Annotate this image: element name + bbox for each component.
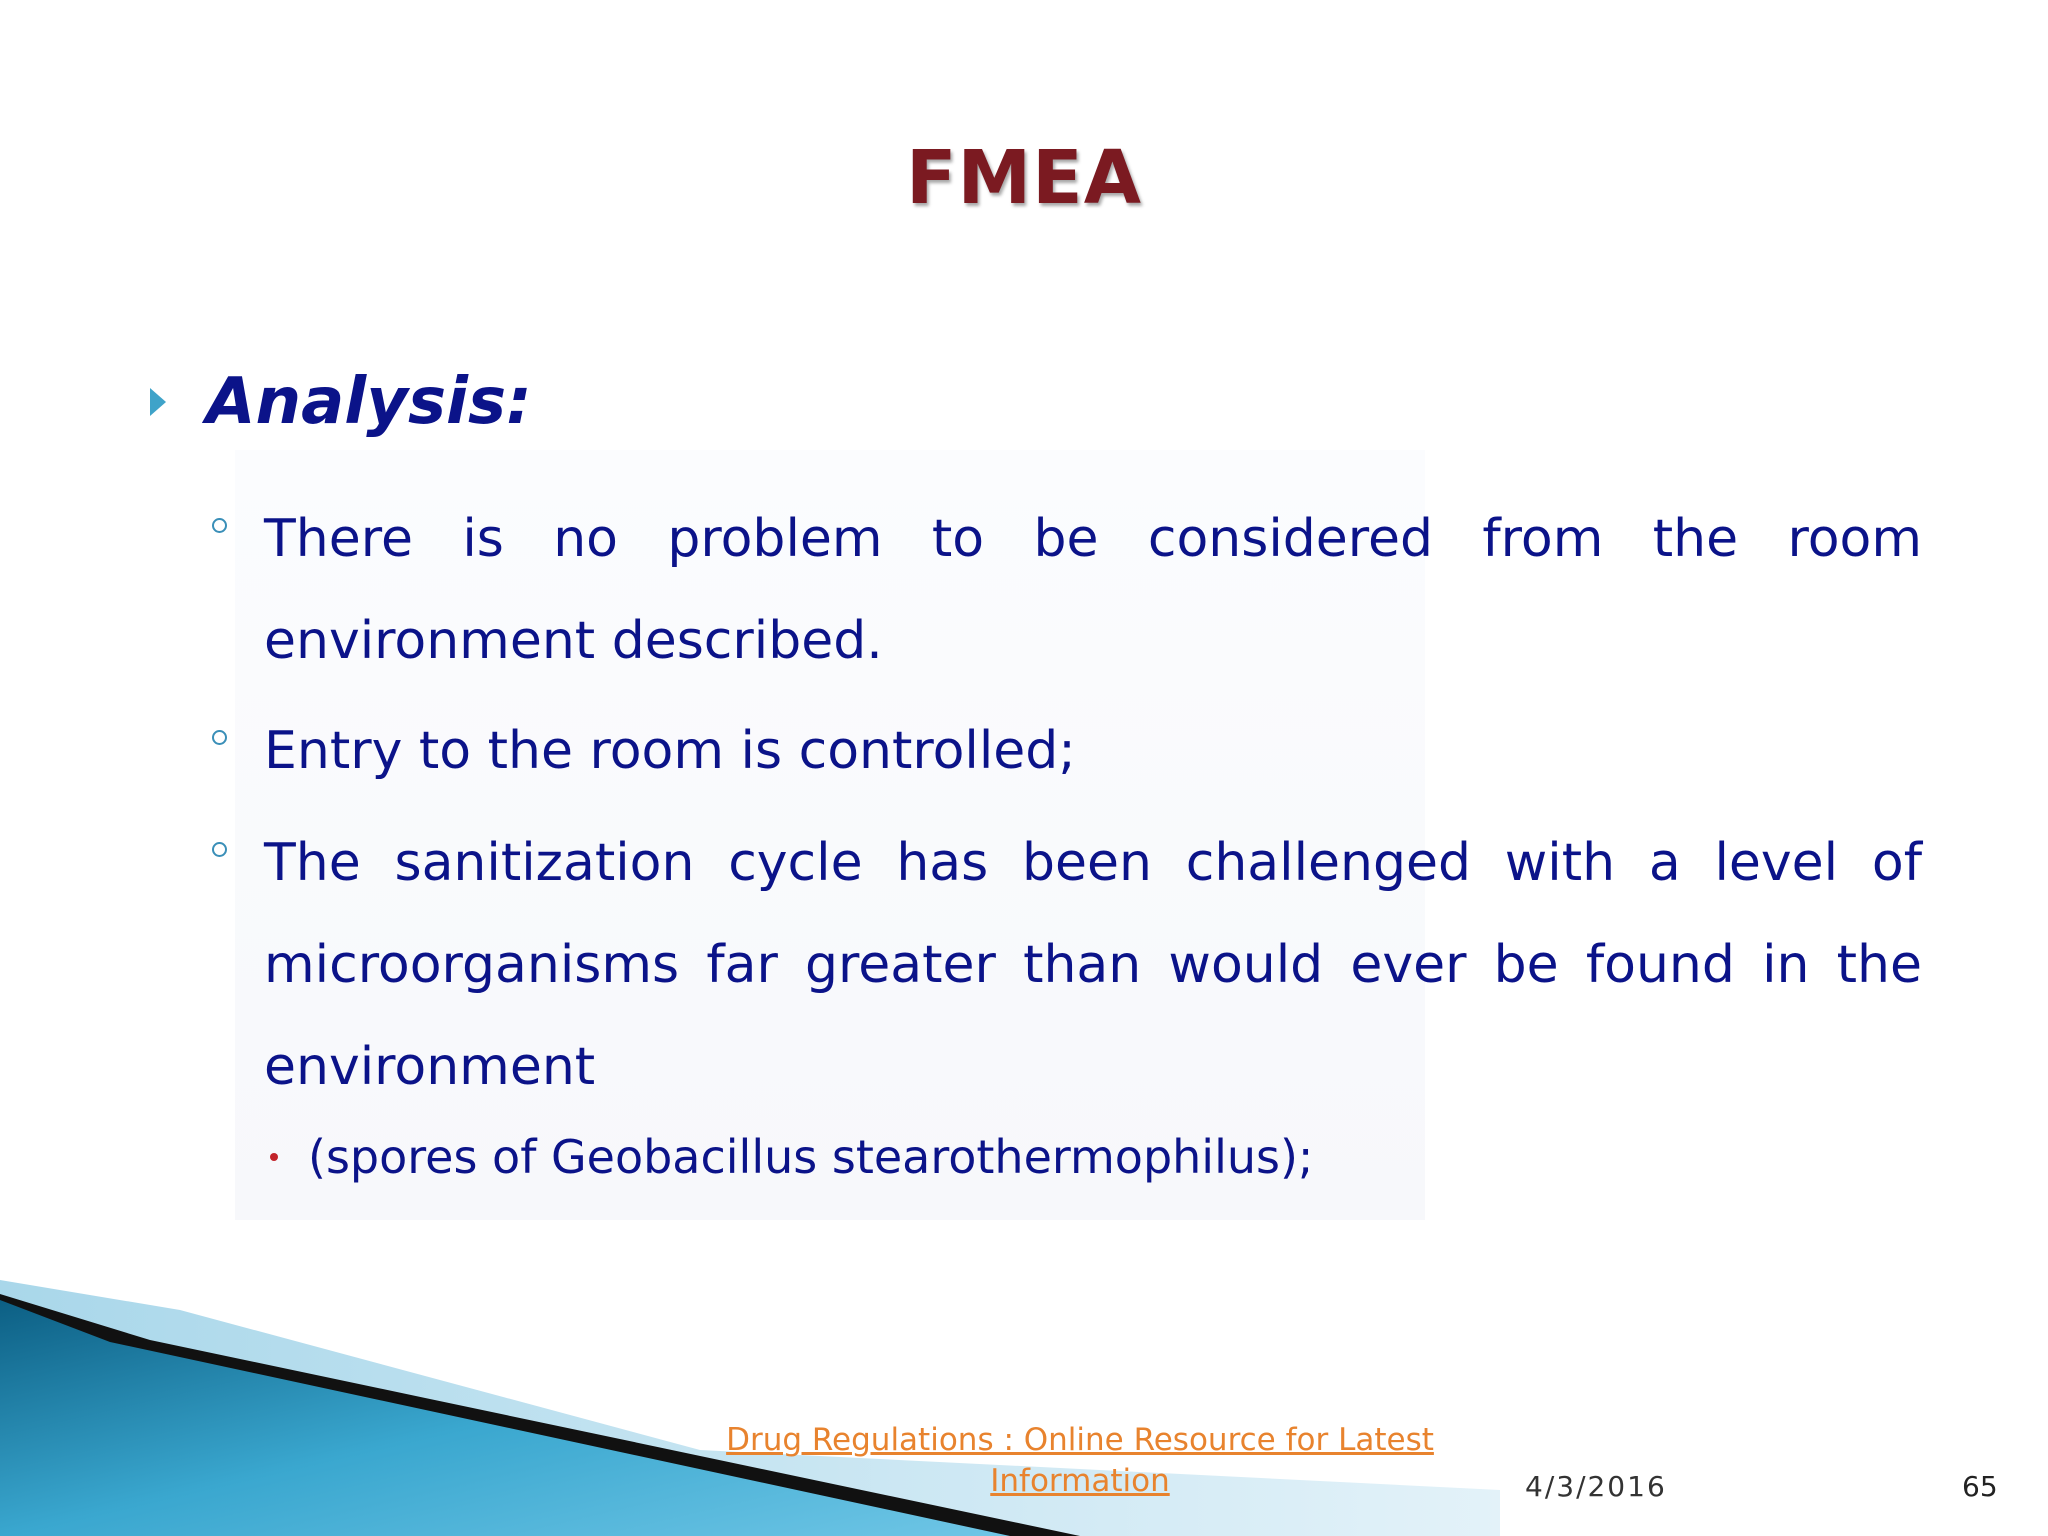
slide-title: FMEA — [905, 135, 1142, 221]
heading-bullet — [150, 365, 532, 439]
sub-bullet-text: (spores of Geobacillus stearothermophilus); — [308, 1130, 1314, 1184]
bullet-text: Entry to the room is controlled; — [264, 721, 1076, 781]
bullet-text: The sanitization cycle has been challenged with a level of microorganisms far greater than would ever be found in the environment — [264, 833, 1922, 1097]
bullet-item — [212, 812, 1922, 1118]
ring-bullet-icon — [212, 730, 227, 745]
heading-text: Analysis: — [206, 365, 532, 439]
sub-bullet-item — [270, 1130, 1313, 1184]
footer-date: 4/3/2016 — [1525, 1470, 1667, 1503]
page-number: 65 — [1962, 1470, 1998, 1503]
footer-link[interactable]: Drug Regulations : Online Resource for Latest Information — [726, 1422, 1434, 1499]
bullet-item — [212, 700, 1922, 802]
dot-bullet-icon — [270, 1153, 278, 1161]
triangle-bullet-icon — [150, 388, 166, 416]
ring-bullet-icon — [212, 842, 227, 857]
bullet-text: There is no problem to be considered from the room environment described. — [264, 509, 1922, 671]
ring-bullet-icon — [212, 518, 227, 533]
bullet-item — [212, 488, 1922, 692]
